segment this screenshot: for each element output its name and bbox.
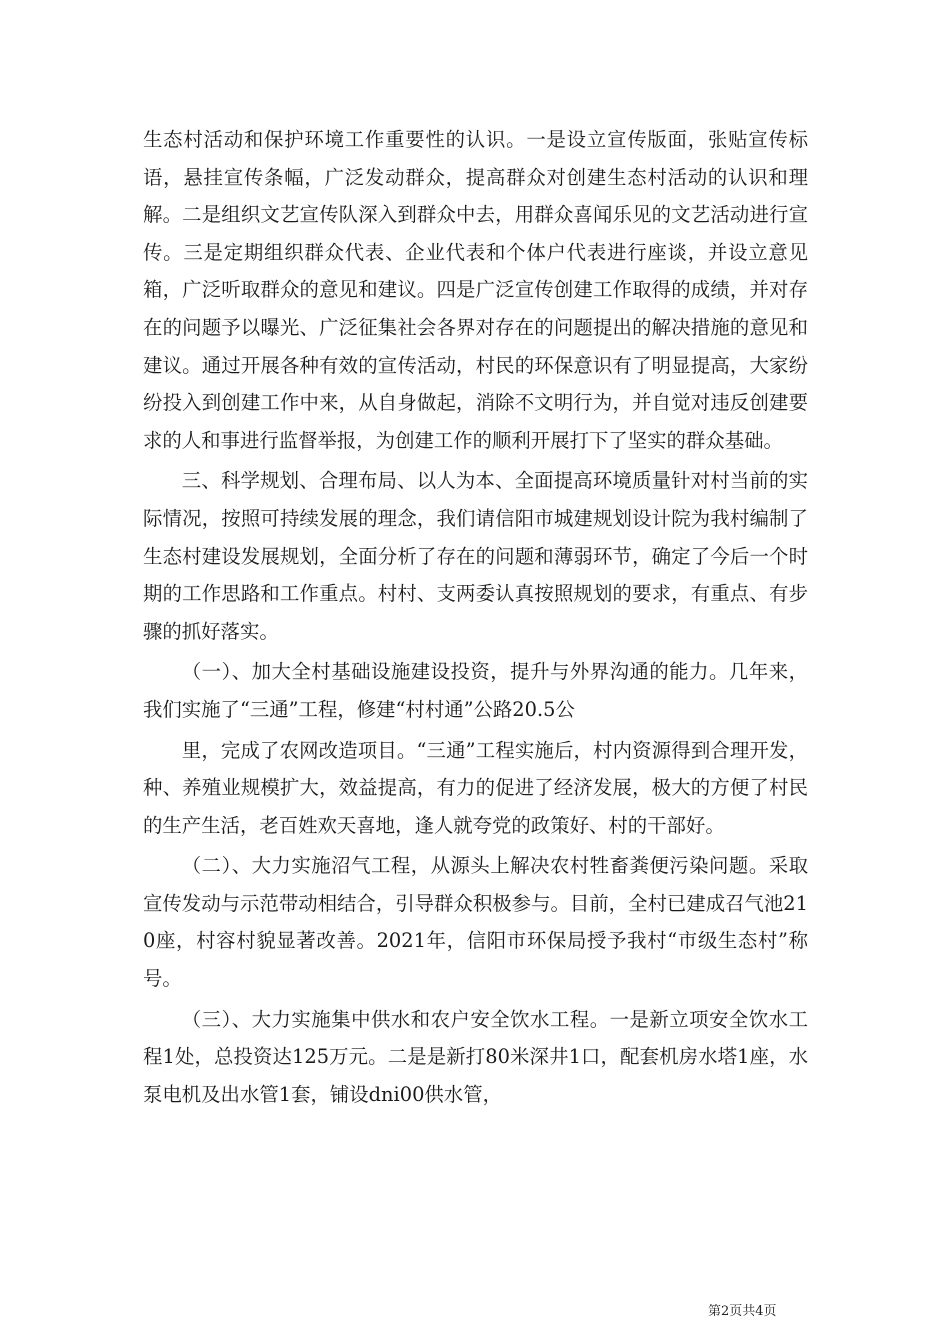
document-body bbox=[143, 121, 808, 1116]
paragraph-4: 里，完成了农网改造项目。“三通”工程实施后，村内资源得到合理开发，种、养殖业规模扩大，效益提高，有力的促进了经济发展，极大的方便了村民的生产生活，老百姓欢天喜地，逢人就夸党的政策好、村的干部好。 bbox=[143, 738, 808, 837]
paragraph-1: 生态村活动和保护环境工作重要性的认识。一是设立宣传版面，张贴宣传标语，悬挂宣传条幅，广泛发动群众，提高群众对创建生态村活动的认识和理解。二是组织文艺宣传队深入到群众中去，用群众喜闻乐见的文艺活动进行宣传。三是定期组织群众代表、企业代表和个体户代表进行座谈，并设立意见箱，广泛听取群众的意见和建议。四是广泛宣传创建工作取得的成绩，并对存在的问题予以曝光、广泛征集社会各界对存在的问题提出的解决措施的意见和建议。通过开展各种有效的宣传活动，村民的环保意识有了明显提高，大家纷纷投入到创建工作中来，从自身做起，消除不文明行为，并自觉对违反创建要求的人和事进行监督举报，为创建工作的顺利开展打下了坚实的群众基础。 bbox=[143, 128, 808, 452]
paragraph-2: 三、科学规划、合理布局、以人为本、全面提高环境质量针对村当前的实际情况，按照可持续发展的理念，我们请信阳市城建规划设计院为我村编制了生态村建设发展规划，全面分析了存在的问题和薄弱环节，确定了今后一个时期的工作思路和工作重点。村村、支两委认真按照规划的要求，有重点、有步骤的抓好落实。 bbox=[143, 469, 808, 643]
paragraph-3: （一）、加大全村基础设施建设投资，提升与外界沟通的能力。几年来，我们实施了“三通”工程，修建“村村通”公路20.5公 bbox=[143, 660, 808, 721]
paragraph-5: （二）、大力实施沼气工程，从源头上解决农村牲畜粪便污染问题。采取宣传发动与示范带动相结合，引导群众积极参与。目前，全村已建成召气池210座，村容村貌显著改善。2021年，信阳市环保局授予我村“市级生态村”称号。 bbox=[143, 854, 808, 991]
paragraph-6: （三）、大力实施集中供水和农户安全饮水工程。一是新立项安全饮水工程1处，总投资达125万元。二是是新打80米深井1口，配套机房水塔1座，水泵电机及出水管1套，铺设dni00供水管， bbox=[143, 1007, 808, 1106]
page-number-footer: 第2页共4页 bbox=[708, 1304, 777, 1319]
